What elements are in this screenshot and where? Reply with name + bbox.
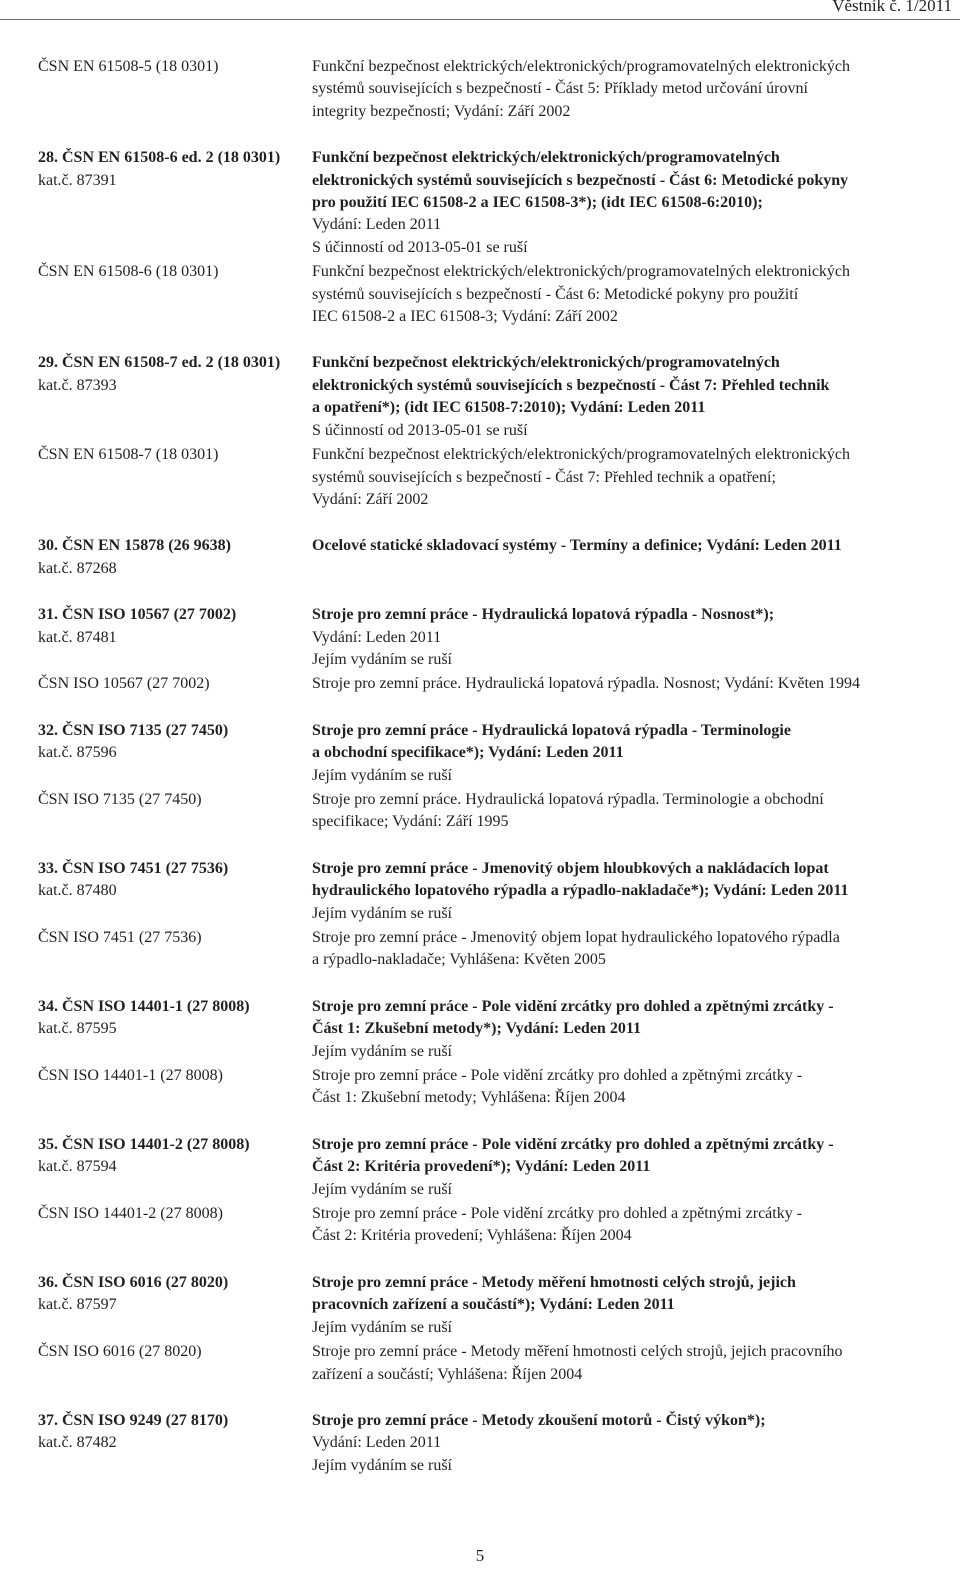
standard-entry — [38, 996, 948, 1110]
standard-entry — [38, 720, 948, 834]
standard-title — [312, 673, 948, 695]
standard-number: ČSN EN 61508-6 (18 0301) — [38, 263, 219, 281]
title-line: integrity bezpečnosti; Vydání: Září 2002 — [312, 102, 571, 120]
title-line: Stroje pro zemní práce - Metody měření hmotnosti celých strojů, jejich — [312, 1273, 796, 1291]
title-line: Funkční bezpečnost elektrických/elektronických/programovatelných — [312, 354, 780, 372]
title-line: Vydání: Leden 2011 — [312, 628, 442, 646]
title-line: IEC 61508-2 a IEC 61508-3; Vydání: Září 2002 — [312, 308, 618, 326]
title-line: elektronických systémů souvisejících s bezpečností - Část 7: Přehled technik — [312, 376, 830, 394]
replaced-standard-row — [38, 1203, 948, 1248]
standard-designation — [38, 789, 312, 834]
title-line: Stroje pro zemní práce - Pole vidění zrcátky pro dohled a zpětnými zrcátky - — [312, 1205, 803, 1223]
catalog-number: kat.č. 87391 — [38, 171, 117, 189]
title-line: Stroje pro zemní práce - Jmenovitý objem lopat hydraulického lopatového rýpadla — [312, 929, 840, 946]
standard-number: ČSN ISO 14401-2 (27 8008) — [38, 1205, 223, 1223]
standard-designation — [38, 352, 312, 442]
title-line: Část 1: Zkušební metody*); Vydání: Leden 2011 — [312, 1020, 641, 1038]
title-line: Část 2: Kritéria provedení; Vyhlášena: Říjen 2004 — [312, 1227, 632, 1245]
standard-number: 30. ČSN EN 15878 (26 9638) — [38, 537, 231, 555]
replaced-standard-row — [38, 927, 948, 972]
catalog-number: kat.č. 87594 — [38, 1158, 117, 1176]
standard-number: ČSN EN 61508-5 (18 0301) — [38, 58, 219, 75]
title-line: Stroje pro zemní práce - Metody zkoušení motorů - Čistý výkon*); — [312, 1411, 766, 1429]
standard-designation — [38, 444, 312, 511]
standard-designation — [38, 147, 312, 259]
title-line: elektronických systémů souvisejících s bezpečností - Část 6: Metodické pokyny — [312, 171, 849, 189]
standard-title — [312, 927, 948, 972]
standard-designation — [38, 996, 312, 1063]
standard-number: 36. ČSN ISO 6016 (27 8020) — [38, 1273, 229, 1291]
new-standard-row — [38, 604, 948, 671]
title-line: Funkční bezpečnost elektrických/elektronických/programovatelných elektronických — [312, 446, 851, 464]
standard-entry — [38, 1410, 948, 1477]
standard-title — [312, 261, 948, 328]
page-header — [0, 0, 960, 20]
title-line: Stroje pro zemní práce. Hydraulická lopatová rýpadla. Terminologie a obchodní — [312, 790, 824, 808]
standard-number: ČSN EN 61508-7 (18 0301) — [38, 446, 219, 464]
standard-entry — [38, 1134, 948, 1248]
replaced-standard-row — [38, 261, 948, 328]
standard-title — [312, 1203, 948, 1248]
standard-title — [312, 147, 948, 259]
header-rule — [0, 19, 960, 20]
standard-designation — [38, 56, 312, 123]
title-line: Stroje pro zemní práce - Hydraulická lopatová rýpadla - Terminologie — [312, 721, 791, 739]
new-standard-row — [38, 858, 948, 925]
standard-number: ČSN ISO 10567 (27 7002) — [38, 675, 210, 693]
title-line: Jejím vydáním se ruší — [312, 1456, 452, 1474]
standard-title — [312, 535, 948, 580]
standard-title — [312, 1341, 948, 1386]
standard-number: 35. ČSN ISO 14401-2 (27 8008) — [38, 1135, 250, 1153]
replaced-standard-row — [38, 789, 948, 834]
new-standard-row — [38, 1134, 948, 1201]
standard-designation — [38, 1272, 312, 1339]
standard-number: 29. ČSN EN 61508-7 ed. 2 (18 0301) — [38, 354, 281, 372]
standard-number: ČSN ISO 6016 (27 8020) — [38, 1343, 202, 1361]
title-line: Funkční bezpečnost elektrických/elektronických/programovatelných — [312, 149, 780, 167]
title-line: specifikace; Vydání: Září 1995 — [312, 813, 509, 831]
new-standard-row — [38, 56, 948, 123]
standard-title — [312, 858, 948, 925]
standard-number: 34. ČSN ISO 14401-1 (27 8008) — [38, 997, 250, 1015]
standard-title — [312, 444, 948, 511]
title-line: Jejím vydáním se ruší — [312, 1318, 452, 1336]
standard-title — [312, 352, 948, 442]
replaced-standard-row — [38, 1065, 948, 1110]
new-standard-row — [38, 147, 948, 259]
title-line: Část 2: Kritéria provedení*); Vydání: Leden 2011 — [312, 1158, 651, 1176]
standard-title — [312, 789, 948, 834]
standard-title — [312, 56, 948, 123]
page-number: 5 — [475, 1546, 485, 1565]
standard-number: ČSN ISO 14401-1 (27 8008) — [38, 1067, 223, 1085]
standard-designation — [38, 535, 312, 580]
title-line: Vydání: Leden 2011 — [312, 216, 442, 234]
journal-issue: Věstník č. 1/2011 — [832, 0, 952, 15]
catalog-number: kat.č. 87596 — [38, 744, 117, 762]
title-line: zařízení a součástí; Vyhlášena: Říjen 2004 — [312, 1365, 583, 1383]
catalog-number: kat.č. 87597 — [38, 1296, 117, 1314]
title-line: Jejím vydáním se ruší — [312, 904, 452, 922]
standard-number: ČSN ISO 7451 (27 7536) — [38, 929, 202, 946]
standard-entry — [38, 56, 948, 123]
catalog-number: kat.č. 87393 — [38, 376, 117, 394]
standard-designation — [38, 1410, 312, 1477]
standard-number: ČSN ISO 7135 (27 7450) — [38, 790, 202, 808]
title-line: hydraulického lopatového rýpadla a rýpadlo-nakladače*); Vydání: Leden 2011 — [312, 882, 849, 900]
title-line: Stroje pro zemní práce - Pole vidění zrcátky pro dohled a zpětnými zrcátky - — [312, 1135, 834, 1153]
title-line: Jejím vydáním se ruší — [312, 1180, 452, 1198]
catalog-number: kat.č. 87595 — [38, 1020, 117, 1038]
title-line: pro použití IEC 61508-2 a IEC 61508-3*); (idt IEC 61508-6:2010); — [312, 194, 763, 212]
standard-designation — [38, 927, 312, 972]
standard-designation — [38, 673, 312, 695]
title-line: Stroje pro zemní práce - Jmenovitý objem hloubkových a nakládacích lopat — [312, 859, 829, 877]
title-line: Jejím vydáním se ruší — [312, 1042, 452, 1060]
new-standard-row — [38, 535, 948, 580]
replaced-standard-row — [38, 1341, 948, 1386]
standard-entry — [38, 1272, 948, 1386]
catalog-number: kat.č. 87482 — [38, 1434, 117, 1452]
standard-title — [312, 1410, 948, 1477]
standard-number: 37. ČSN ISO 9249 (27 8170) — [38, 1411, 229, 1429]
title-line: Jejím vydáním se ruší — [312, 650, 452, 668]
replaced-standard-row — [38, 673, 948, 695]
title-line: S účinností od 2013-05-01 se ruší — [312, 421, 528, 439]
standard-title — [312, 1134, 948, 1201]
standards-list — [38, 56, 948, 1501]
new-standard-row — [38, 720, 948, 787]
standard-entry — [38, 147, 948, 328]
title-line: systémů souvisejících s bezpečností - Část 6: Metodické pokyny pro použití — [312, 285, 799, 303]
standard-title — [312, 1272, 948, 1339]
new-standard-row — [38, 1410, 948, 1477]
title-line: a opatření*); (idt IEC 61508-7:2010); Vydání: Leden 2011 — [312, 399, 706, 417]
title-line: Funkční bezpečnost elektrických/elektronických/programovatelných elektronických — [312, 58, 851, 75]
title-line: Stroje pro zemní práce. Hydraulická lopatová rýpadla. Nosnost; Vydání: Květen 1994 — [312, 675, 861, 693]
standard-title — [312, 604, 948, 671]
standard-designation — [38, 1203, 312, 1248]
new-standard-row — [38, 996, 948, 1063]
title-line: Stroje pro zemní práce - Pole vidění zrcátky pro dohled a zpětnými zrcátky - — [312, 1067, 803, 1085]
title-line: Ocelové statické skladovací systémy - Termíny a definice; Vydání: Leden 2011 — [312, 537, 842, 555]
title-line: Stroje pro zemní práce - Metody měření hmotnosti celých strojů, jejich pracovního — [312, 1343, 843, 1361]
catalog-number: kat.č. 87268 — [38, 559, 117, 577]
standard-designation — [38, 1065, 312, 1110]
standard-number: 33. ČSN ISO 7451 (27 7536) — [38, 859, 229, 877]
title-line: pracovních zařízení a součástí*); Vydání: Leden 2011 — [312, 1296, 675, 1314]
title-line: Část 1: Zkušební metody; Vyhlášena: Říjen 2004 — [312, 1089, 626, 1107]
title-line: Stroje pro zemní práce - Hydraulická lopatová rýpadla - Nosnost*); — [312, 606, 775, 624]
standard-entry — [38, 604, 948, 696]
standard-number: 31. ČSN ISO 10567 (27 7002) — [38, 606, 237, 624]
standard-designation — [38, 1341, 312, 1386]
new-standard-row — [38, 1272, 948, 1339]
standard-designation — [38, 604, 312, 671]
catalog-number: kat.č. 87481 — [38, 628, 117, 646]
title-line: a rýpadlo-nakladače; Vyhlášena: Květen 2005 — [312, 951, 606, 969]
title-line: systémů souvisejících s bezpečností - Část 7: Přehled technik a opatření; — [312, 468, 776, 486]
standard-entry — [38, 535, 948, 580]
replaced-standard-row — [38, 444, 948, 511]
title-line: S účinností od 2013-05-01 se ruší — [312, 238, 528, 256]
standard-designation — [38, 720, 312, 787]
standard-designation — [38, 1134, 312, 1201]
standard-number: 28. ČSN EN 61508-6 ed. 2 (18 0301) — [38, 149, 281, 167]
standard-designation — [38, 858, 312, 925]
catalog-number: kat.č. 87480 — [38, 882, 117, 900]
title-line: Vydání: Září 2002 — [312, 490, 429, 508]
title-line: Vydání: Leden 2011 — [312, 1434, 442, 1452]
title-line: a obchodní specifikace*); Vydání: Leden 2011 — [312, 744, 624, 762]
title-line: Funkční bezpečnost elektrických/elektronických/programovatelných elektronických — [312, 263, 851, 281]
title-line: systémů souvisejících s bezpečností - Část 5: Příklady metod určování úrovní — [312, 80, 808, 98]
title-line: Jejím vydáním se ruší — [312, 766, 452, 784]
standard-title — [312, 996, 948, 1063]
standard-title — [312, 1065, 948, 1110]
title-line: Stroje pro zemní práce - Pole vidění zrcátky pro dohled a zpětnými zrcátky - — [312, 997, 834, 1015]
standard-title — [312, 720, 948, 787]
standard-designation — [38, 261, 312, 328]
standard-entry — [38, 352, 948, 511]
standard-number: 32. ČSN ISO 7135 (27 7450) — [38, 721, 229, 739]
new-standard-row — [38, 352, 948, 442]
standard-entry — [38, 858, 948, 972]
